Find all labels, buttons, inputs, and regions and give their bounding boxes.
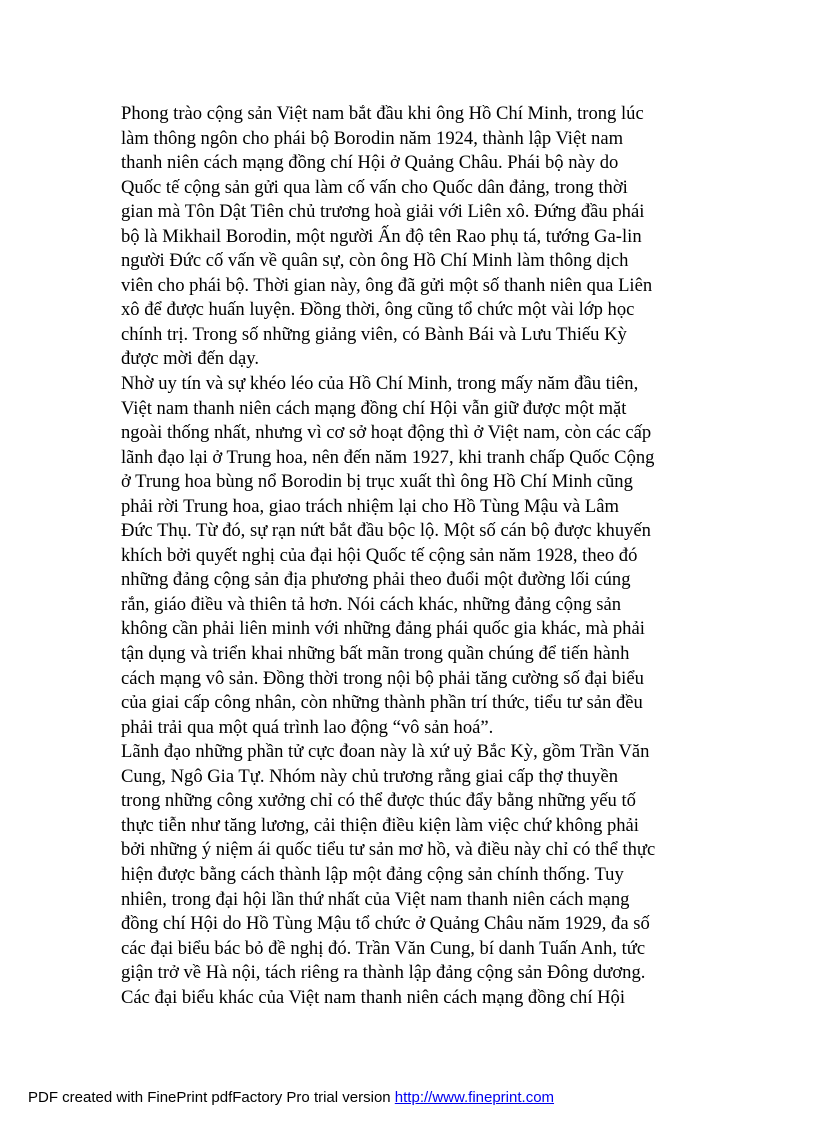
body-text (121, 102, 731, 1010)
text-line: thực tiễn như tăng lương, cải thiện điều kiện làm việc chứ không phải (121, 814, 639, 836)
text-line: đồng chí Hội do Hồ Tùng Mậu tổ chức ở Quảng Châu năm 1929, đa số (121, 913, 650, 935)
text-line: Cung, Ngô Gia Tự. Nhóm này chủ trương rằng giai cấp thợ thuyền (121, 765, 619, 787)
text-line: ngoài thống nhất, nhưng vì cơ sở hoạt động thì ở Việt nam, còn các cấp (121, 422, 652, 444)
footer-link[interactable]: http://www.fineprint.com (394, 1089, 555, 1106)
text-line: xô để được huấn luyện. Đồng thời, ông cũng tổ chức một vài lớp học (121, 299, 635, 321)
text-line: Nhờ uy tín và sự khéo léo của Hồ Chí Minh, trong mấy năm đầu tiên, (121, 373, 639, 395)
text-line: phải rời Trung hoa, giao trách nhiệm lại cho Hồ Tùng Mậu và Lâm (121, 495, 619, 517)
text-line: làm thông ngôn cho phái bộ Borodin năm 1924, thành lập Việt nam (121, 127, 624, 149)
text-line: hiện được bằng cách thành lập một đảng cộng sản chính thống. Tuy (121, 863, 624, 885)
text-line: giận trở về Hà nội, tách riêng ra thành lập đảng cộng sản Đông dương. (121, 962, 646, 984)
text-line: lãnh đạo lại ở Trung hoa, nên đến năm 1927, khi tranh chấp Quốc Cộng (121, 446, 655, 468)
text-line: tận dụng và triển khai những bất mãn trong quần chúng để tiến hành (121, 643, 630, 665)
text-line: những đảng cộng sản địa phương phải theo đuổi một đường lối cúng (121, 569, 631, 591)
text-line: ở Trung hoa bùng nổ Borodin bị trục xuất thì ông Hồ Chí Minh cũng (121, 471, 633, 493)
text-line: Các đại biểu khác của Việt nam thanh niên cách mạng đồng chí Hội (121, 986, 626, 1008)
text-line: được mời đến dạy. (121, 348, 260, 370)
text-line: Lãnh đạo những phần tử cực đoan này là xứ uỷ Bắc Kỳ, gồm Trần Văn (121, 741, 650, 763)
text-line: trong những công xưởng chỉ có thể được thúc đẩy bằng những yếu tố (121, 790, 636, 812)
text-line: khích bởi quyết nghị của đại hội Quốc tế cộng sản năm 1928, theo đó (121, 544, 638, 566)
text-line: chính trị. Trong số những giảng viên, có Bành Bái và Lưu Thiếu Kỳ (121, 323, 627, 345)
text-line: gian mà Tôn Dật Tiên chủ trương hoà giải với Liên xô. Đứng đầu phái (121, 201, 645, 223)
text-line: bởi những ý niệm ái quốc tiểu tư sản mơ hồ, và điều này chỉ có thể thực (121, 839, 656, 861)
text-line: các đại biểu bác bỏ đề nghị đó. Trần Văn Cung, bí danh Tuấn Anh, tức (121, 937, 646, 959)
pdf-footer (28, 1089, 554, 1107)
text-line: người Đức cố vấn về quân sự, còn ông Hồ Chí Minh làm thông dịch (121, 250, 629, 272)
text-line: nhiên, trong đại hội lần thứ nhất của Việt nam thanh niên cách mạng (121, 888, 630, 910)
text-line: viên cho phái bộ. Thời gian này, ông đã gửi một số thanh niên qua Liên (121, 274, 653, 296)
text-line: rắn, giáo điều và thiên tả hơn. Nói cách khác, những đảng cộng sản (121, 593, 622, 615)
text-line: thanh niên cách mạng đồng chí Hội ở Quảng Châu. Phái bộ này do (121, 152, 619, 174)
text-line: phải trải qua một quá trình lao động “vô sản hoá”. (121, 716, 494, 738)
text-line: không cần phải liên minh với những đảng phái quốc gia khác, mà phải (121, 618, 645, 640)
text-line: Việt nam thanh niên cách mạng đồng chí Hội vẫn giữ được một mặt (121, 397, 627, 419)
text-line: Đức Thụ. Từ đó, sự rạn nứt bắt đầu bộc lộ. Một số cán bộ được khuyến (121, 520, 651, 542)
text-line: Phong trào cộng sản Việt nam bắt đầu khi ông Hồ Chí Minh, trong lúc (121, 103, 644, 124)
text-line: bộ là Mikhail Borodin, một người Ấn độ tên Rao phụ tá, tướng Ga-lin (121, 225, 642, 247)
footer-text: PDF created with FinePrint pdfFactory Pro trial version (28, 1089, 395, 1106)
text-line: Quốc tế cộng sản gửi qua làm cố vấn cho Quốc dân đảng, trong thời (121, 176, 628, 198)
text-line: cách mạng vô sản. Đồng thời trong nội bộ phải tăng cường số đại biểu (121, 667, 644, 689)
text-line: của giai cấp công nhân, còn những thành phần trí thức, tiểu tư sản đều (121, 692, 643, 714)
